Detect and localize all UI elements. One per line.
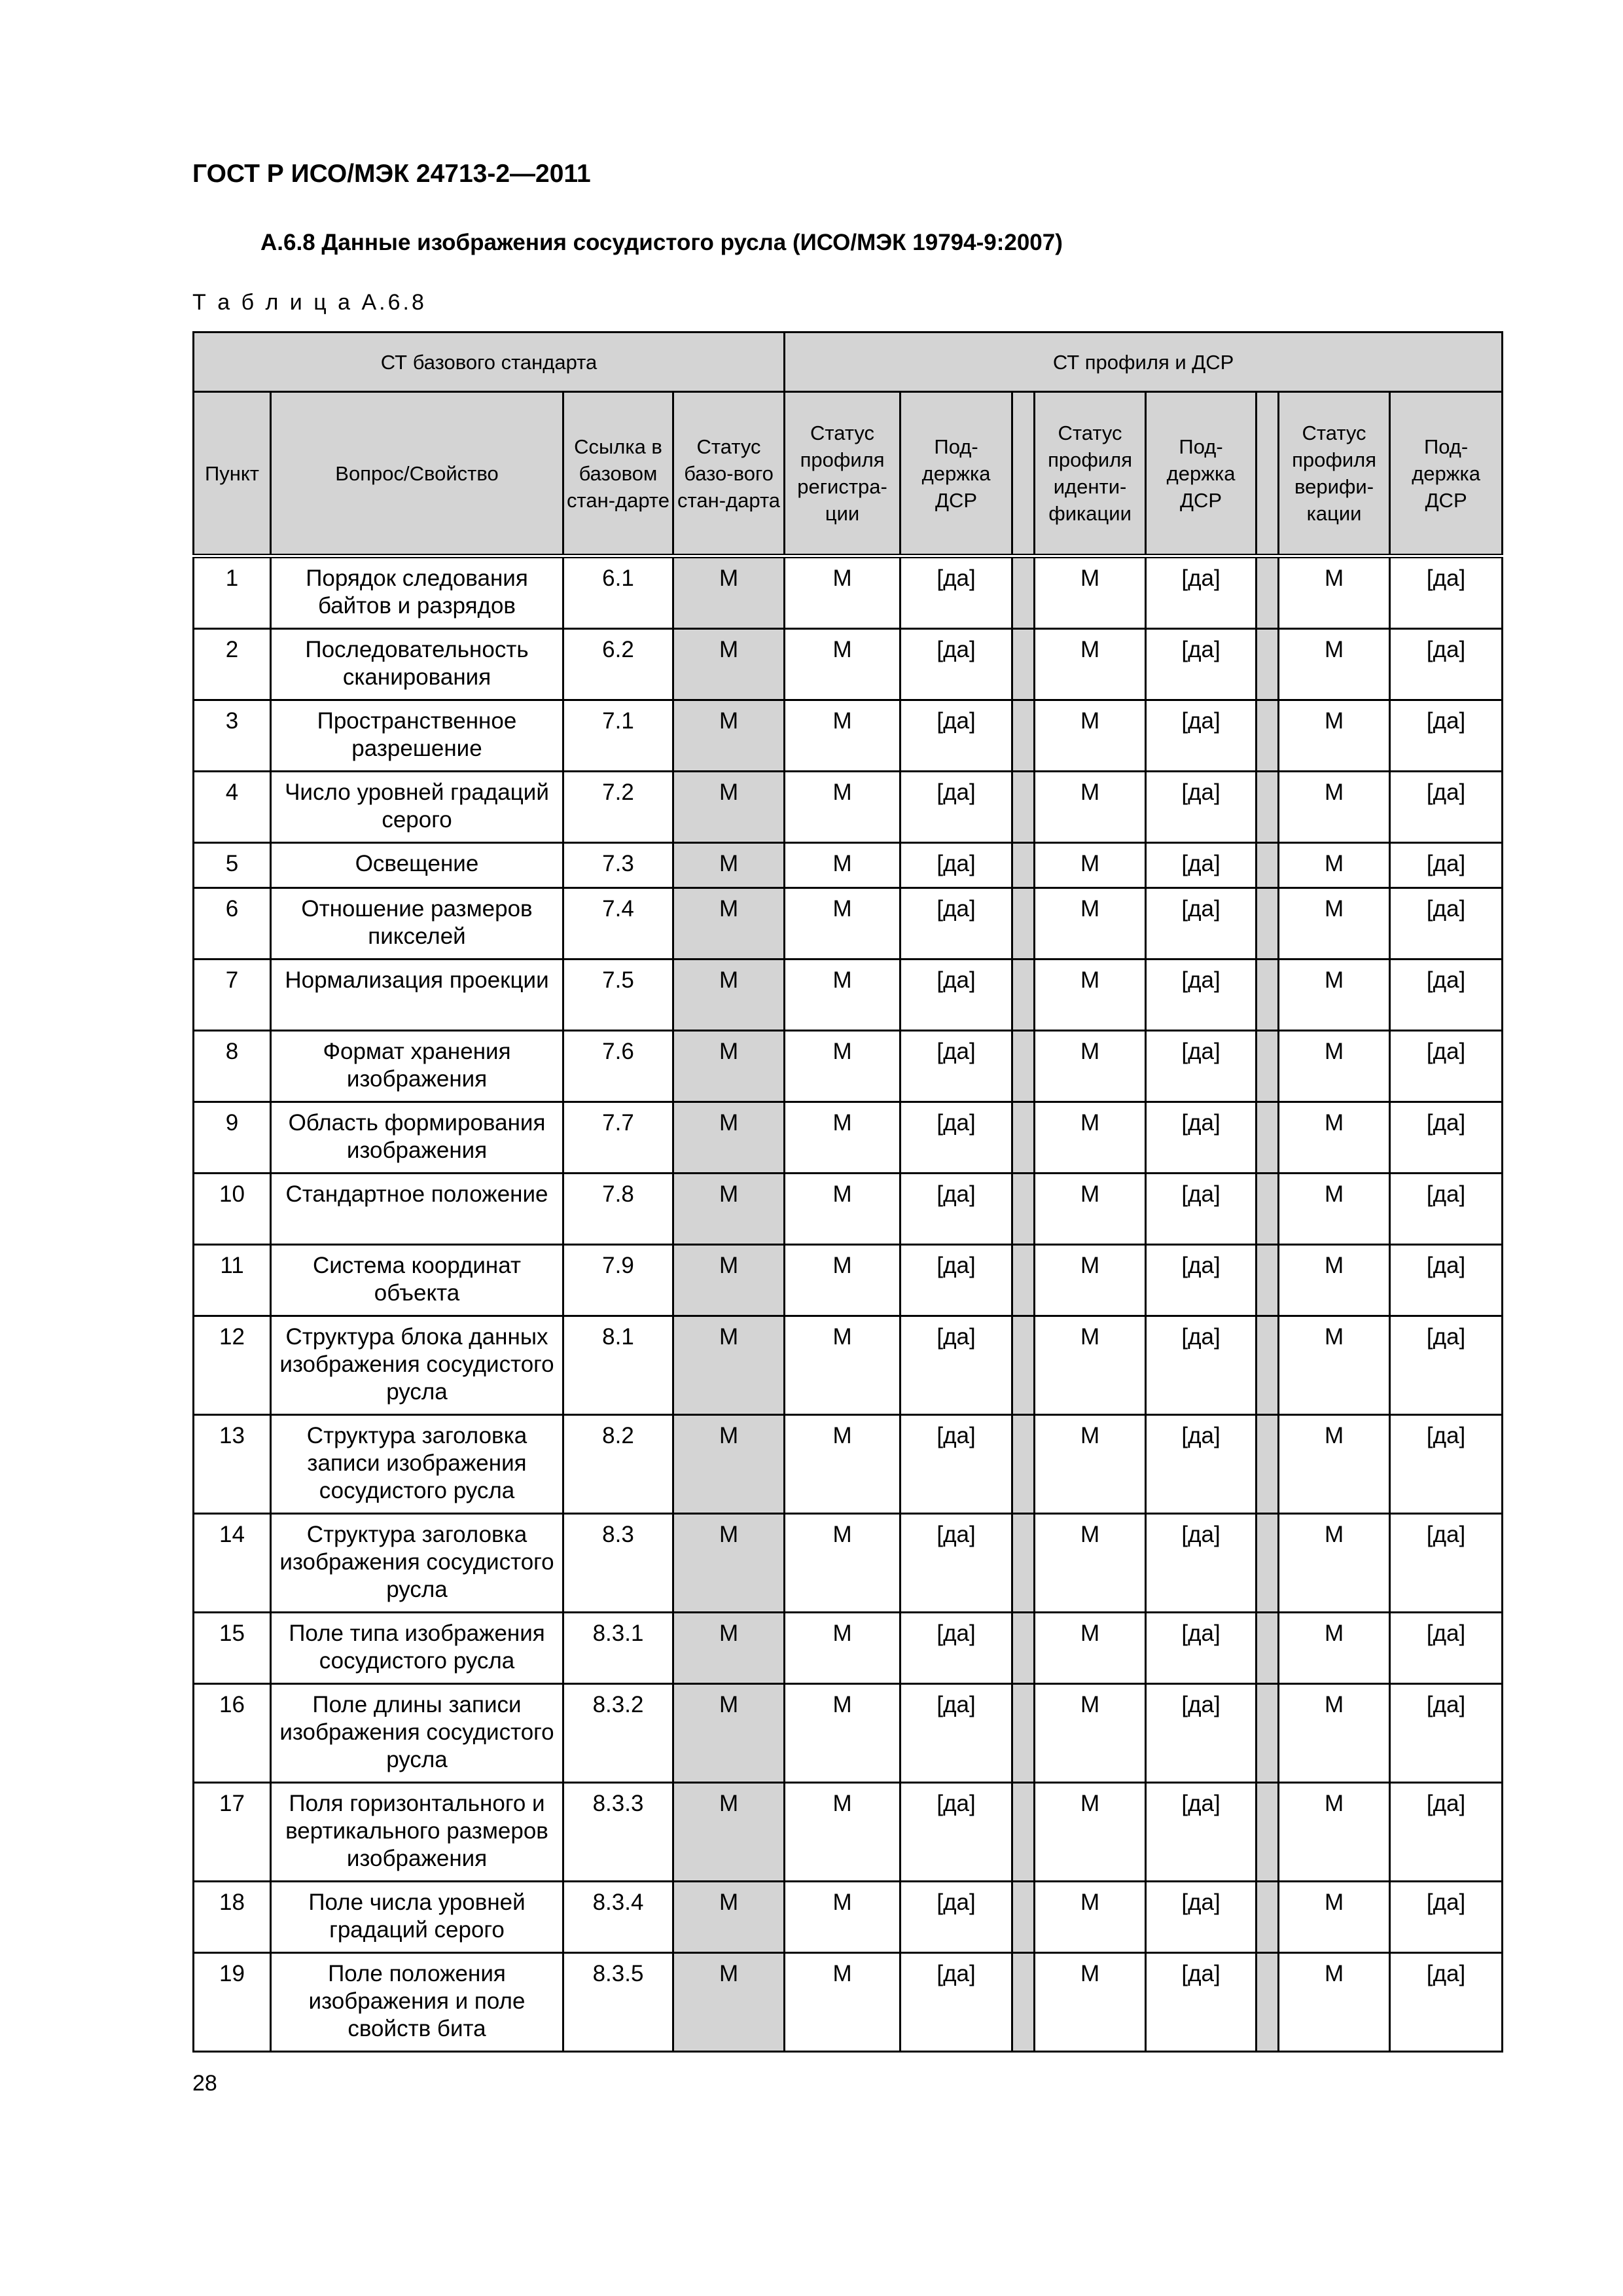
identification-support-cell: [да] xyxy=(1146,1953,1257,2052)
identification-status-cell: M xyxy=(1035,1882,1146,1953)
spacer-cell xyxy=(1012,1684,1035,1783)
table-body xyxy=(194,556,1503,2052)
spacer-cell xyxy=(1257,1174,1279,1245)
property-cell: Поле типа изображения сосудистого русла xyxy=(271,1613,563,1684)
identification-support-cell: [да] xyxy=(1146,960,1257,1031)
identification-support-cell: [да] xyxy=(1146,1415,1257,1514)
table-caption: Т а б л и ц а А.6.8 xyxy=(192,290,427,315)
col-header-id-support: Под-держка ДСР xyxy=(1146,392,1257,556)
identification-support-cell: [да] xyxy=(1146,1684,1257,1783)
registration-support-cell: [да] xyxy=(901,700,1012,772)
identification-support-cell: [да] xyxy=(1146,629,1257,700)
item-number: 1 xyxy=(194,556,271,629)
table-row xyxy=(194,1316,1503,1415)
verification-status-cell: M xyxy=(1279,1882,1390,1953)
table-row xyxy=(194,1174,1503,1245)
table-row xyxy=(194,1514,1503,1613)
verification-status-cell: M xyxy=(1279,1031,1390,1102)
base-status-cell: M xyxy=(673,1783,785,1882)
item-number: 12 xyxy=(194,1316,271,1415)
reference-cell: 8.1 xyxy=(563,1316,673,1415)
table-row xyxy=(194,1783,1503,1882)
item-number: 14 xyxy=(194,1514,271,1613)
col-header-base-status: Статус базо-вого стан-дарта xyxy=(673,392,785,556)
spacer-cell xyxy=(1012,700,1035,772)
registration-support-cell: [да] xyxy=(901,1514,1012,1613)
verification-support-cell: [да] xyxy=(1390,1953,1503,2052)
registration-status-cell: M xyxy=(785,1514,901,1613)
property-cell: Система координат объекта xyxy=(271,1245,563,1316)
identification-support-cell: [да] xyxy=(1146,1613,1257,1684)
reference-cell: 8.2 xyxy=(563,1415,673,1514)
item-number: 18 xyxy=(194,1882,271,1953)
verification-support-cell: [да] xyxy=(1390,1783,1503,1882)
reference-cell: 7.4 xyxy=(563,888,673,960)
identification-support-cell: [да] xyxy=(1146,1882,1257,1953)
verification-support-cell: [да] xyxy=(1390,960,1503,1031)
verification-status-cell: M xyxy=(1279,556,1390,629)
verification-support-cell: [да] xyxy=(1390,772,1503,843)
item-number: 13 xyxy=(194,1415,271,1514)
identification-support-cell: [да] xyxy=(1146,1031,1257,1102)
identification-support-cell: [да] xyxy=(1146,1514,1257,1613)
property-cell: Структура заголовка изображения сосудистого русла xyxy=(271,1514,563,1613)
property-cell: Нормализация проекции xyxy=(271,960,563,1031)
identification-status-cell: M xyxy=(1035,960,1146,1031)
identification-status-cell: M xyxy=(1035,843,1146,888)
base-status-cell: M xyxy=(673,960,785,1031)
item-number: 10 xyxy=(194,1174,271,1245)
spacer-cell xyxy=(1257,1316,1279,1415)
base-status-cell: M xyxy=(673,700,785,772)
col-header-reg-status: Статус профиля регистра-ции xyxy=(785,392,901,556)
registration-status-cell: M xyxy=(785,772,901,843)
registration-status-cell: M xyxy=(785,1684,901,1783)
reference-cell: 8.3.5 xyxy=(563,1953,673,2052)
base-status-cell: M xyxy=(673,629,785,700)
item-number: 15 xyxy=(194,1613,271,1684)
document-title: ГОСТ Р ИСО/МЭК 24713-2—2011 xyxy=(192,160,591,188)
verification-status-cell: M xyxy=(1279,772,1390,843)
item-number: 16 xyxy=(194,1684,271,1783)
spacer-cell xyxy=(1012,888,1035,960)
verification-status-cell: M xyxy=(1279,1684,1390,1783)
reference-cell: 8.3.3 xyxy=(563,1783,673,1882)
registration-support-cell: [да] xyxy=(901,1031,1012,1102)
section-title: А.6.8 Данные изображения сосудистого русла (ИСО/МЭК 19794-9:2007) xyxy=(260,230,1063,255)
verification-support-cell: [да] xyxy=(1390,1684,1503,1783)
spacer-cell xyxy=(1012,1415,1035,1514)
identification-status-cell: M xyxy=(1035,1415,1146,1514)
reference-cell: 7.7 xyxy=(563,1102,673,1174)
spacer-cell xyxy=(1257,1031,1279,1102)
property-cell: Стандартное положение xyxy=(271,1174,563,1245)
reference-cell: 8.3 xyxy=(563,1514,673,1613)
registration-support-cell: [да] xyxy=(901,1415,1012,1514)
reference-cell: 7.1 xyxy=(563,700,673,772)
table-row xyxy=(194,1613,1503,1684)
registration-support-cell: [да] xyxy=(901,629,1012,700)
verification-support-cell: [да] xyxy=(1390,1882,1503,1953)
registration-status-cell: M xyxy=(785,1415,901,1514)
table-row xyxy=(194,1953,1503,2052)
registration-support-cell: [да] xyxy=(901,1316,1012,1415)
registration-status-cell: M xyxy=(785,1174,901,1245)
spacer-cell xyxy=(1257,772,1279,843)
identification-status-cell: M xyxy=(1035,1953,1146,2052)
reference-cell: 8.3.2 xyxy=(563,1684,673,1783)
registration-status-cell: M xyxy=(785,700,901,772)
property-cell: Поля горизонтального и вертикального размеров изображения xyxy=(271,1783,563,1882)
verification-support-cell: [да] xyxy=(1390,1415,1503,1514)
spacer-cell xyxy=(1257,1514,1279,1613)
base-status-cell: M xyxy=(673,888,785,960)
spacer-cell xyxy=(1257,1882,1279,1953)
base-status-cell: M xyxy=(673,843,785,888)
verification-support-cell: [да] xyxy=(1390,1174,1503,1245)
col-header-ver-status: Статус профиля верифи-кации xyxy=(1279,392,1390,556)
identification-support-cell: [да] xyxy=(1146,700,1257,772)
col-header-reg-support: Под-держка ДСР xyxy=(901,392,1012,556)
spacer-cell xyxy=(1012,843,1035,888)
reference-cell: 7.5 xyxy=(563,960,673,1031)
base-status-cell: M xyxy=(673,1316,785,1415)
spacer-cell xyxy=(1012,772,1035,843)
spacer-cell xyxy=(1257,1415,1279,1514)
identification-support-cell: [да] xyxy=(1146,843,1257,888)
spacer-cell xyxy=(1257,1245,1279,1316)
registration-status-cell: M xyxy=(785,960,901,1031)
registration-status-cell: M xyxy=(785,1031,901,1102)
table-row xyxy=(194,1102,1503,1174)
group-header-base: СТ базового стандарта xyxy=(194,332,785,392)
base-status-cell: M xyxy=(673,1174,785,1245)
identification-support-cell: [да] xyxy=(1146,888,1257,960)
item-number: 5 xyxy=(194,843,271,888)
identification-support-cell: [да] xyxy=(1146,1316,1257,1415)
registration-status-cell: M xyxy=(785,843,901,888)
reference-cell: 8.3.1 xyxy=(563,1613,673,1684)
property-cell: Последовательность сканирования xyxy=(271,629,563,700)
spacer-cell xyxy=(1257,629,1279,700)
spacer-cell xyxy=(1012,1102,1035,1174)
col-header-item: Пункт xyxy=(194,392,271,556)
property-cell: Структура заголовка записи изображения сосудистого русла xyxy=(271,1415,563,1514)
table-row xyxy=(194,888,1503,960)
compliance-table xyxy=(192,331,1503,2053)
item-number: 3 xyxy=(194,700,271,772)
verification-status-cell: M xyxy=(1279,888,1390,960)
identification-support-cell: [да] xyxy=(1146,1174,1257,1245)
identification-status-cell: M xyxy=(1035,1245,1146,1316)
identification-status-cell: M xyxy=(1035,700,1146,772)
identification-status-cell: M xyxy=(1035,1613,1146,1684)
table-row xyxy=(194,1415,1503,1514)
spacer-cell xyxy=(1012,556,1035,629)
base-status-cell: M xyxy=(673,1102,785,1174)
registration-status-cell: M xyxy=(785,556,901,629)
registration-support-cell: [да] xyxy=(901,1953,1012,2052)
verification-status-cell: M xyxy=(1279,1102,1390,1174)
identification-status-cell: M xyxy=(1035,1174,1146,1245)
verification-support-cell: [да] xyxy=(1390,1102,1503,1174)
table-row xyxy=(194,1245,1503,1316)
item-number: 7 xyxy=(194,960,271,1031)
registration-status-cell: M xyxy=(785,1245,901,1316)
base-status-cell: M xyxy=(673,1882,785,1953)
registration-support-cell: [да] xyxy=(901,1102,1012,1174)
identification-status-cell: M xyxy=(1035,1102,1146,1174)
verification-support-cell: [да] xyxy=(1390,1613,1503,1684)
spacer-cell xyxy=(1257,700,1279,772)
table-row xyxy=(194,556,1503,629)
verification-status-cell: M xyxy=(1279,1953,1390,2052)
spacer-cell xyxy=(1012,1783,1035,1882)
property-cell: Число уровней градаций серого xyxy=(271,772,563,843)
col-header-spacer xyxy=(1257,392,1279,556)
identification-status-cell: M xyxy=(1035,772,1146,843)
verification-support-cell: [да] xyxy=(1390,1514,1503,1613)
registration-status-cell: M xyxy=(785,1102,901,1174)
reference-cell: 6.2 xyxy=(563,629,673,700)
property-cell: Поле длины записи изображения сосудистого русла xyxy=(271,1684,563,1783)
registration-support-cell: [да] xyxy=(901,1245,1012,1316)
identification-support-cell: [да] xyxy=(1146,1102,1257,1174)
reference-cell: 7.6 xyxy=(563,1031,673,1102)
registration-support-cell: [да] xyxy=(901,772,1012,843)
col-header-spacer xyxy=(1012,392,1035,556)
property-cell: Освещение xyxy=(271,843,563,888)
registration-status-cell: M xyxy=(785,1882,901,1953)
verification-status-cell: M xyxy=(1279,1316,1390,1415)
registration-status-cell: M xyxy=(785,1953,901,2052)
property-cell: Поле числа уровней градаций серого xyxy=(271,1882,563,1953)
property-cell: Структура блока данных изображения сосудистого русла xyxy=(271,1316,563,1415)
table-row xyxy=(194,1684,1503,1783)
identification-status-cell: M xyxy=(1035,1783,1146,1882)
verification-status-cell: M xyxy=(1279,1245,1390,1316)
identification-support-cell: [да] xyxy=(1146,1783,1257,1882)
table-row xyxy=(194,772,1503,843)
registration-support-cell: [да] xyxy=(901,1613,1012,1684)
spacer-cell xyxy=(1012,1613,1035,1684)
registration-support-cell: [да] xyxy=(901,888,1012,960)
base-status-cell: M xyxy=(673,772,785,843)
verification-support-cell: [да] xyxy=(1390,1316,1503,1415)
verification-status-cell: M xyxy=(1279,1514,1390,1613)
reference-cell: 7.8 xyxy=(563,1174,673,1245)
col-header-ref: Ссылка в базовом стан-дарте xyxy=(563,392,673,556)
base-status-cell: M xyxy=(673,1031,785,1102)
spacer-cell xyxy=(1012,629,1035,700)
spacer-cell xyxy=(1257,960,1279,1031)
base-status-cell: M xyxy=(673,1613,785,1684)
registration-status-cell: M xyxy=(785,1316,901,1415)
spacer-cell xyxy=(1257,888,1279,960)
table-row xyxy=(194,629,1503,700)
spacer-cell xyxy=(1012,1245,1035,1316)
identification-status-cell: M xyxy=(1035,1684,1146,1783)
spacer-cell xyxy=(1257,556,1279,629)
property-cell: Пространственное разрешение xyxy=(271,700,563,772)
reference-cell: 7.2 xyxy=(563,772,673,843)
spacer-cell xyxy=(1012,1031,1035,1102)
identification-status-cell: M xyxy=(1035,1316,1146,1415)
registration-support-cell: [да] xyxy=(901,1684,1012,1783)
item-number: 19 xyxy=(194,1953,271,2052)
item-number: 6 xyxy=(194,888,271,960)
property-cell: Формат хранения изображения xyxy=(271,1031,563,1102)
verification-support-cell: [да] xyxy=(1390,843,1503,888)
verification-status-cell: M xyxy=(1279,1415,1390,1514)
spacer-cell xyxy=(1012,960,1035,1031)
spacer-cell xyxy=(1012,1514,1035,1613)
verification-support-cell: [да] xyxy=(1390,888,1503,960)
col-header-id-status: Статус профиля иденти-фикации xyxy=(1035,392,1146,556)
table-row xyxy=(194,700,1503,772)
spacer-cell xyxy=(1257,843,1279,888)
identification-status-cell: M xyxy=(1035,1514,1146,1613)
spacer-cell xyxy=(1012,1953,1035,2052)
item-number: 4 xyxy=(194,772,271,843)
base-status-cell: M xyxy=(673,556,785,629)
verification-status-cell: M xyxy=(1279,843,1390,888)
property-cell: Поле положения изображения и поле свойств бита xyxy=(271,1953,563,2052)
base-status-cell: M xyxy=(673,1953,785,2052)
spacer-cell xyxy=(1257,1953,1279,2052)
spacer-cell xyxy=(1257,1613,1279,1684)
registration-support-cell: [да] xyxy=(901,843,1012,888)
verification-status-cell: M xyxy=(1279,1174,1390,1245)
registration-status-cell: M xyxy=(785,1613,901,1684)
table-row xyxy=(194,1882,1503,1953)
spacer-cell xyxy=(1257,1102,1279,1174)
reference-cell: 6.1 xyxy=(563,556,673,629)
table-row xyxy=(194,960,1503,1031)
verification-support-cell: [да] xyxy=(1390,700,1503,772)
identification-support-cell: [да] xyxy=(1146,1245,1257,1316)
registration-status-cell: M xyxy=(785,888,901,960)
spacer-cell xyxy=(1012,1316,1035,1415)
registration-support-cell: [да] xyxy=(901,556,1012,629)
item-number: 9 xyxy=(194,1102,271,1174)
property-cell: Область формирования изображения xyxy=(271,1102,563,1174)
identification-support-cell: [да] xyxy=(1146,772,1257,843)
base-status-cell: M xyxy=(673,1415,785,1514)
spacer-cell xyxy=(1012,1882,1035,1953)
spacer-cell xyxy=(1012,1174,1035,1245)
col-header-ver-support: Под-держка ДСР xyxy=(1390,392,1503,556)
spacer-cell xyxy=(1257,1783,1279,1882)
property-cell: Отношение размеров пикселей xyxy=(271,888,563,960)
table-row xyxy=(194,1031,1503,1102)
base-status-cell: M xyxy=(673,1245,785,1316)
registration-support-cell: [да] xyxy=(901,960,1012,1031)
verification-status-cell: M xyxy=(1279,700,1390,772)
registration-support-cell: [да] xyxy=(901,1882,1012,1953)
base-status-cell: M xyxy=(673,1684,785,1783)
verification-support-cell: [да] xyxy=(1390,1031,1503,1102)
verification-status-cell: M xyxy=(1279,1613,1390,1684)
group-header-profile: СТ профиля и ДСР xyxy=(785,332,1503,392)
item-number: 17 xyxy=(194,1783,271,1882)
verification-status-cell: M xyxy=(1279,629,1390,700)
verification-support-cell: [да] xyxy=(1390,556,1503,629)
base-status-cell: M xyxy=(673,1514,785,1613)
item-number: 11 xyxy=(194,1245,271,1316)
identification-status-cell: M xyxy=(1035,629,1146,700)
col-header-property: Вопрос/Свойство xyxy=(271,392,563,556)
reference-cell: 7.9 xyxy=(563,1245,673,1316)
registration-support-cell: [да] xyxy=(901,1783,1012,1882)
verification-support-cell: [да] xyxy=(1390,1245,1503,1316)
identification-support-cell: [да] xyxy=(1146,556,1257,629)
reference-cell: 7.3 xyxy=(563,843,673,888)
spacer-cell xyxy=(1257,1684,1279,1783)
registration-status-cell: M xyxy=(785,1783,901,1882)
identification-status-cell: M xyxy=(1035,1031,1146,1102)
reference-cell: 8.3.4 xyxy=(563,1882,673,1953)
verification-support-cell: [да] xyxy=(1390,629,1503,700)
table-row xyxy=(194,843,1503,888)
property-cell: Порядок следования байтов и разрядов xyxy=(271,556,563,629)
page-number: 28 xyxy=(192,2071,217,2096)
registration-status-cell: M xyxy=(785,629,901,700)
identification-status-cell: M xyxy=(1035,888,1146,960)
registration-support-cell: [да] xyxy=(901,1174,1012,1245)
verification-status-cell: M xyxy=(1279,1783,1390,1882)
item-number: 2 xyxy=(194,629,271,700)
verification-status-cell: M xyxy=(1279,960,1390,1031)
identification-status-cell: M xyxy=(1035,556,1146,629)
item-number: 8 xyxy=(194,1031,271,1102)
